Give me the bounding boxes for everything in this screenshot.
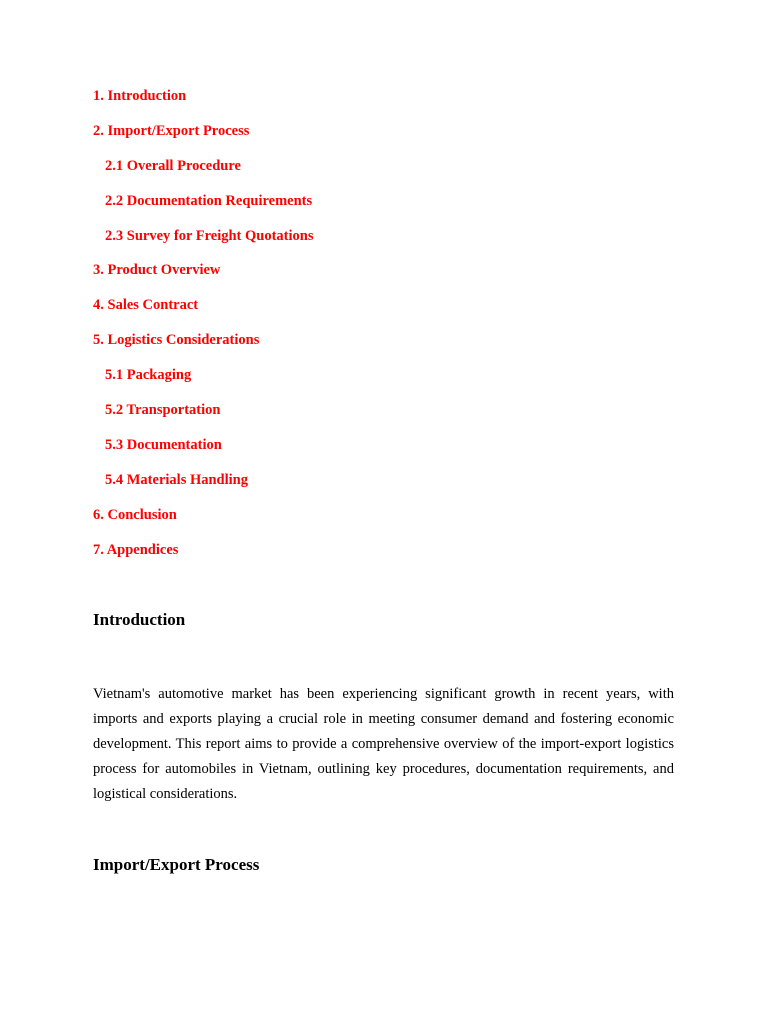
toc-link-documentation-requirements[interactable]: 2.2 Documentation Requirements — [105, 192, 313, 209]
toc-link-transportation[interactable]: 5.2 Transportation — [105, 402, 221, 419]
toc-link-conclusion[interactable]: 6. Conclusion — [93, 506, 177, 523]
section-heading-import-export-process: Import/Export Process — [93, 855, 260, 874]
toc-link-survey-freight-quotations[interactable]: 2.3 Survey for Freight Quotations — [105, 227, 314, 244]
toc-link-logistics-considerations[interactable]: 5. Logistics Considerations — [93, 332, 260, 349]
toc-link-packaging[interactable]: 5.1 Packaging — [105, 367, 192, 384]
toc-link-appendices[interactable]: 7. Appendices — [93, 541, 179, 558]
toc-link-import-export-process[interactable]: 2. Import/Export Process — [93, 122, 250, 139]
toc-link-materials-handling[interactable]: 5.4 Materials Handling — [105, 471, 248, 488]
toc-link-introduction[interactable]: 1. Introduction — [93, 88, 187, 104]
toc-link-product-overview[interactable]: 3. Product Overview — [93, 262, 221, 279]
section-heading-introduction: Introduction — [93, 610, 186, 629]
toc-link-overall-procedure[interactable]: 2.1 Overall Procedure — [105, 157, 241, 174]
toc-link-sales-contract[interactable]: 4. Sales Contract — [93, 297, 199, 314]
toc-link-documentation[interactable]: 5.3 Documentation — [105, 436, 222, 453]
table-of-contents — [93, 87, 693, 575]
introduction-paragraph: Vietnam's automotive market has been experiencing significant growth in recent years, with imports and exports playing a crucial role in meeting consumer demand and fostering economic development. This report aims to provide a comprehensive overview of the import-export logistics process for automobiles in Vietnam, outlining key procedures, documentation requirements, and logistical considerations. — [93, 686, 674, 802]
